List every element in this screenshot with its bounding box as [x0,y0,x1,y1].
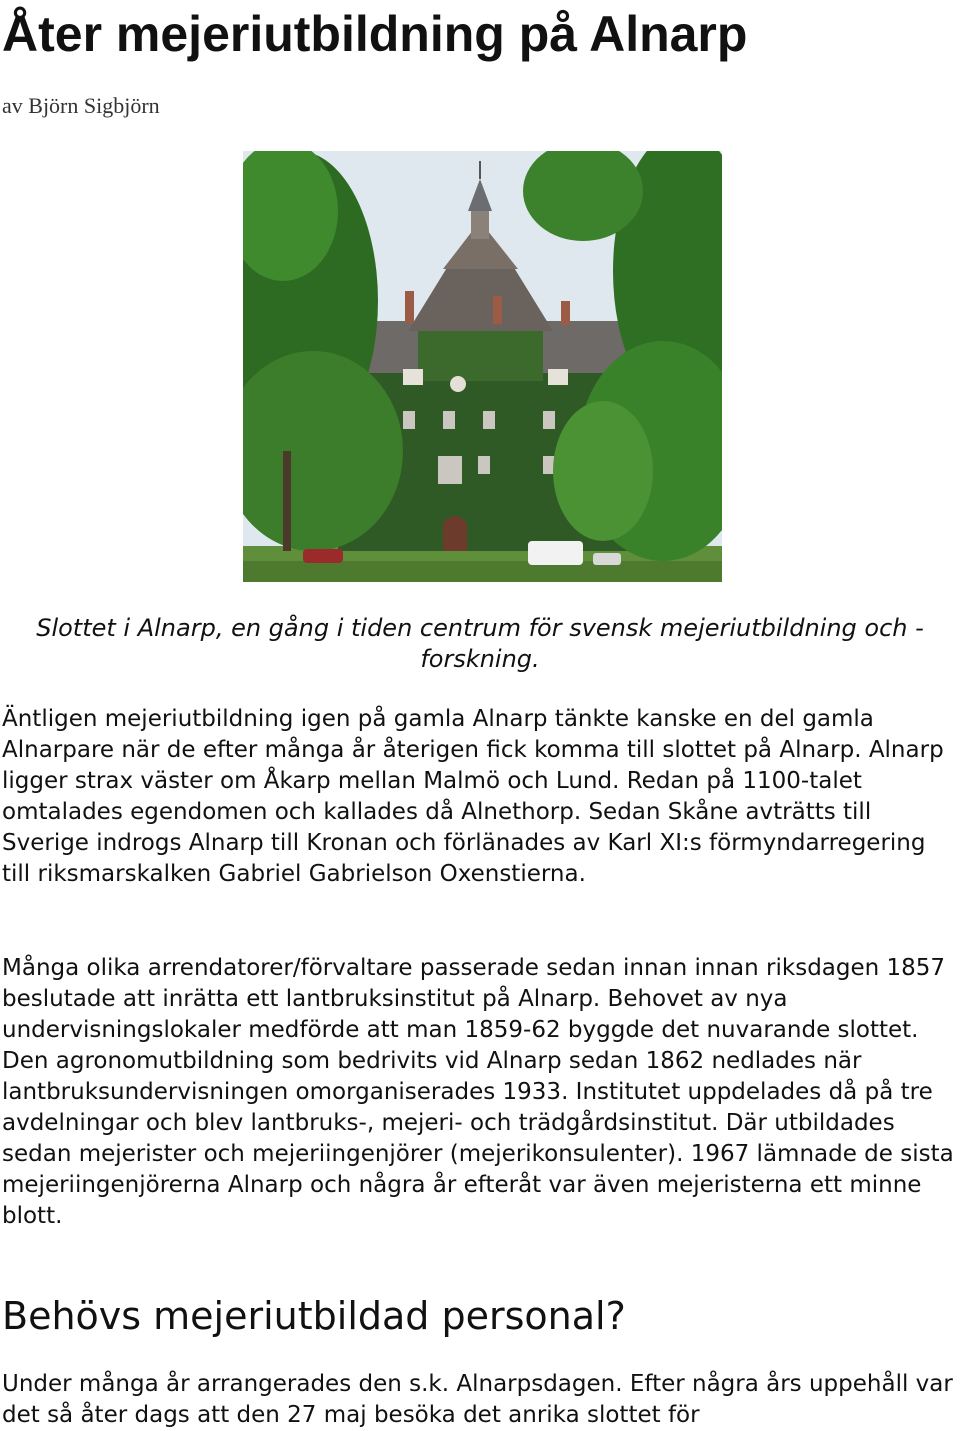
castle-photo [243,151,722,582]
photo-caption: Slottet i Alnarp, en gång i tiden centrum för svensk mejeriutbildning och - forskning. [36,614,924,673]
paragraph-history: Äntligen mejeriutbildning igen på gamla Alnarp tänkte kanske en del gamla Alnarpare när de efter många år återigen fick komma till slottet på Alnarp. Alnarp ligger strax väster om Åkarp mellan Malmö och Lund. Redan på 1100-talet omtalades egendomen och kallades då Alnethorp. Sedan Skåne avträtts till Sverige indrogs Alnarp till Kronan och förlänades av Karl XI:s förmyndarregering till riksmarskalken Gabriel Gabrielson Oxenstierna. [2,706,944,887]
paragraph-alnarpsdagen: Under många år arrangerades den s.k. Alnarpsdagen. Efter några års uppehåll var det så åter dags att den 27 maj besöka det anrika slottet för [2,1371,953,1428]
section-heading: Behövs mejeriutbildad personal? [2,1294,626,1338]
article-title: Åter mejeriutbildning på Alnarp [2,6,748,62]
byline: av Björn Sigbjörn [2,93,160,118]
paragraph-institute: Många olika arrendatorer/förvaltare passerade sedan innan innan riksdagen 1857 beslutade att inrätta ett lantbruksinstitut på Alnarp. Behovet av nya undervisningslokaler medförde att man 1859-62 byggde det nuvarande slottet. Den agronomutbildning som bedrivits vid Alnarp sedan 1862 nedlades när lantbruksundervisningen omorganiserades 1933. Institutet uppdelades då på tre avdelningar och blev lantbruks-, mejeri- och trädgårdsinstitut. Där utbildades sedan mejerister och mejeriingenjörer (mejerikonsulenter). 1967 lämnade de sista mejeriingenjörerna Alnarp och några år efteråt var även mejeristerna ett minne blott. [2,955,954,1229]
